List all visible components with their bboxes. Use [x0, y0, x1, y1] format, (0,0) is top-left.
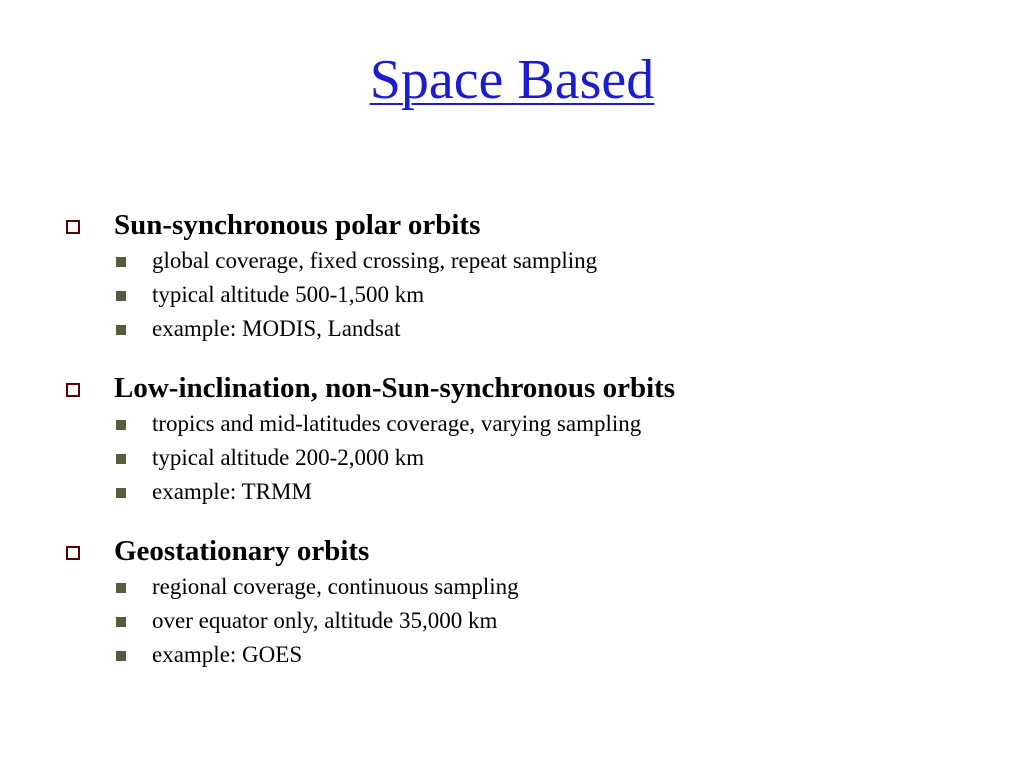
hollow-square-bullet-icon: [66, 383, 80, 397]
list-item-label: typical altitude 200-2,000 km: [152, 445, 425, 470]
list-item: [116, 638, 1004, 672]
hollow-square-bullet-icon: [66, 546, 80, 560]
section-label: Low-inclination, non-Sun-synchronous orbits: [114, 372, 676, 404]
list-item: [116, 475, 1004, 509]
list-item: [116, 570, 1004, 604]
square-bullet-icon: [116, 617, 126, 627]
list-item-label: typical altitude 500-1,500 km: [152, 282, 425, 307]
section-heading: [64, 532, 1004, 570]
section-heading: [64, 369, 1004, 407]
sub-bullet-list: [64, 407, 1004, 509]
list-item-label: regional coverage, continuous sampling: [152, 574, 519, 599]
list-item-label: over equator only, altitude 35,000 km: [152, 608, 498, 633]
square-bullet-icon: [116, 454, 126, 464]
list-item-label: global coverage, fixed crossing, repeat sampling: [152, 248, 598, 273]
square-bullet-icon: [116, 291, 126, 301]
list-item: [116, 604, 1004, 638]
section-low-inclination: [64, 369, 1004, 509]
list-item: [116, 407, 1004, 441]
slide-content: [64, 206, 1004, 695]
section-sun-synchronous: [64, 206, 1004, 346]
section-label: Sun-synchronous polar orbits: [114, 209, 481, 241]
hollow-square-bullet-icon: [66, 220, 80, 234]
list-item-label: example: TRMM: [152, 479, 312, 504]
square-bullet-icon: [116, 651, 126, 661]
slide-title: [0, 46, 1024, 114]
sub-bullet-list: [64, 570, 1004, 672]
list-item: [116, 441, 1004, 475]
square-bullet-icon: [116, 488, 126, 498]
sub-bullet-list: [64, 244, 1004, 346]
list-item-label: tropics and mid-latitudes coverage, varying sampling: [152, 411, 642, 436]
section-label: Geostationary orbits: [114, 535, 370, 567]
section-geostationary: [64, 532, 1004, 672]
list-item-label: example: MODIS, Landsat: [152, 316, 401, 341]
square-bullet-icon: [116, 583, 126, 593]
list-item-label: example: GOES: [152, 642, 303, 667]
square-bullet-icon: [116, 325, 126, 335]
slide-title-link[interactable]: Space Based: [369, 49, 655, 111]
square-bullet-icon: [116, 257, 126, 267]
list-item: [116, 244, 1004, 278]
list-item: [116, 278, 1004, 312]
section-heading: [64, 206, 1004, 244]
square-bullet-icon: [116, 420, 126, 430]
list-item: [116, 312, 1004, 346]
